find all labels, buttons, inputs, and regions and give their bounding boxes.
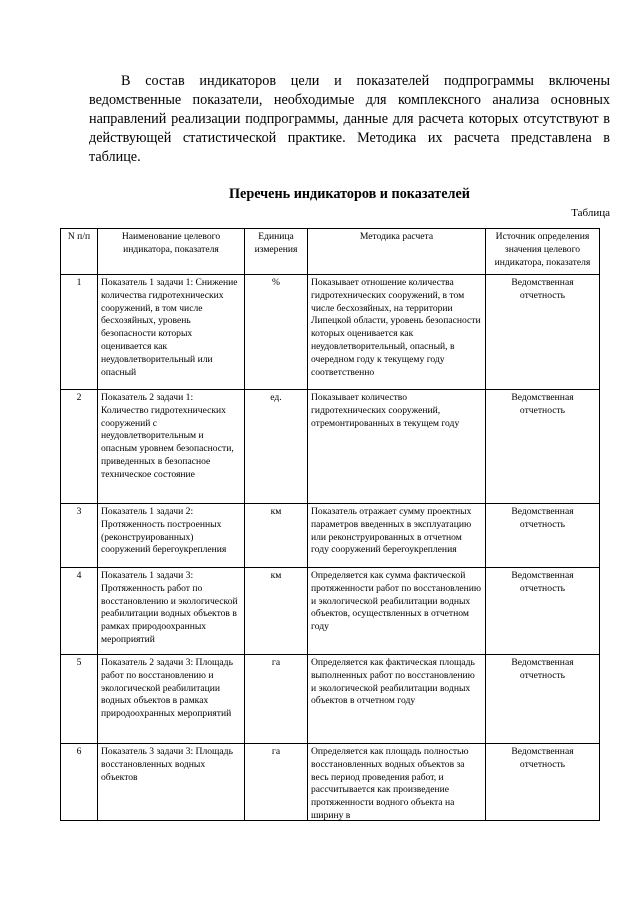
row-source: Ведомственная отчетность	[486, 568, 600, 655]
intro-paragraph	[89, 72, 610, 167]
row-unit: ед.	[245, 390, 308, 504]
row-method	[308, 504, 486, 568]
row-method-text: Показатель отражает сумму проектных параметров введенных в эксплуатацию или реконструированных в отчетном году сооружений берегоукрепления	[311, 506, 472, 556]
table-row	[61, 655, 600, 744]
row-name-text: Показатель 1 задачи 3: Протяженность работ по восстановлению и экологической реабилитации водных объектов в рамках природоохранных мероприятий	[101, 570, 238, 645]
row-method-text: Определяется как фактическая площадь выполненных работ по восстановлению и экологической реабилитации водных объектов в отчетном году	[311, 657, 475, 707]
row-unit: га	[245, 744, 308, 821]
table-row	[61, 504, 600, 568]
row-num: 3	[61, 504, 98, 568]
row-num: 6	[61, 744, 98, 821]
intro-line: таблице.	[89, 149, 141, 165]
row-name	[98, 390, 245, 504]
row-method-text: Определяется как площадь полностью восстановленных водных объектов за весь период проведения работ, и рассчитывается как произведение протяженности водного объекта на ширину в	[311, 746, 469, 820]
row-unit: км	[245, 504, 308, 568]
header-name: Наименование целевого индикатора, показателя	[98, 229, 245, 275]
row-num: 4	[61, 568, 98, 655]
row-method	[308, 568, 486, 655]
row-name-text: Показатель 2 задачи 3: Площадь работ по восстановлению и экологической реабилитации водных объектов в рамках природоохранных мероприятий	[101, 657, 233, 720]
row-method	[308, 275, 486, 390]
intro-line: В состав индикаторов цели и показателей подпрограммы включены	[121, 73, 610, 89]
table-row	[61, 275, 600, 390]
row-name	[98, 568, 245, 655]
header-unit: Единица измерения	[245, 229, 308, 275]
header-source: Источник определения значения целевого индикатора, показателя	[486, 229, 600, 275]
table-row	[61, 744, 600, 821]
table-label: Таблица	[571, 207, 610, 219]
intro-line: направлений реализации подпрограммы, данные для расчета которых отсутствуют в	[89, 111, 610, 127]
row-name-text: Показатель 1 задачи 1: Снижение количества гидротехнических сооружений, в том числе бесхозяйных, уровень безопасности которых оценивается как неудовлетворительный или опасный	[101, 277, 238, 378]
row-num: 2	[61, 390, 98, 504]
row-source: Ведомственная отчетность	[486, 504, 600, 568]
row-unit: га	[245, 655, 308, 744]
header-num: N п/п	[61, 229, 98, 275]
row-method	[308, 744, 486, 821]
row-num: 1	[61, 275, 98, 390]
row-method	[308, 390, 486, 504]
row-name	[98, 744, 245, 821]
table-header-row	[61, 229, 600, 275]
table-row	[61, 568, 600, 655]
intro-line: ведомственные показатели, необходимые для комплексного анализа основных	[89, 92, 610, 108]
row-unit: км	[245, 568, 308, 655]
indicators-table	[60, 228, 600, 821]
header-method: Методика расчета	[308, 229, 486, 275]
row-name	[98, 655, 245, 744]
row-method-text: Показывает количество гидротехнических сооружений, отремонтированных в текущем году	[311, 392, 460, 429]
row-name-text: Показатель 2 задачи 1: Количество гидротехнических сооружений с неудовлетворительным и опасным уровнем безопасности, приведенных в безопасное техническое состояние	[101, 392, 234, 480]
row-source: Ведомственная отчетность	[486, 275, 600, 390]
row-method-text: Показывает отношение количества гидротехнических сооружений, в том числе бесхозяйных, на территории Липецкой области, уровень безопасности которых оценивается как неудовлетворительный, опасный, в очередном году к текущему году соответственно	[311, 277, 481, 378]
row-method-text: Определяется как сумма фактической протяженности работ по восстановлению и экологической реабилитации водных объектов, осуществленных в отчетном году	[311, 570, 482, 633]
row-source: Ведомственная отчетность	[486, 655, 600, 744]
table-row	[61, 390, 600, 504]
row-name-text: Показатель 3 задачи 3: Площадь восстановленных водных объектов	[101, 746, 233, 783]
row-name	[98, 275, 245, 390]
row-name	[98, 504, 245, 568]
intro-line: действующей статистической практике. Методика их расчета представлена в	[89, 130, 610, 146]
row-num: 5	[61, 655, 98, 744]
row-source: Ведомственная отчетность	[486, 744, 600, 821]
table-title: Перечень индикаторов и показателей	[229, 186, 470, 202]
row-method	[308, 655, 486, 744]
row-name-text: Показатель 1 задачи 2: Протяженность построенных (реконструированных) сооружений берегоукрепления	[101, 506, 227, 556]
row-unit: %	[245, 275, 308, 390]
row-source: Ведомственная отчетность	[486, 390, 600, 504]
